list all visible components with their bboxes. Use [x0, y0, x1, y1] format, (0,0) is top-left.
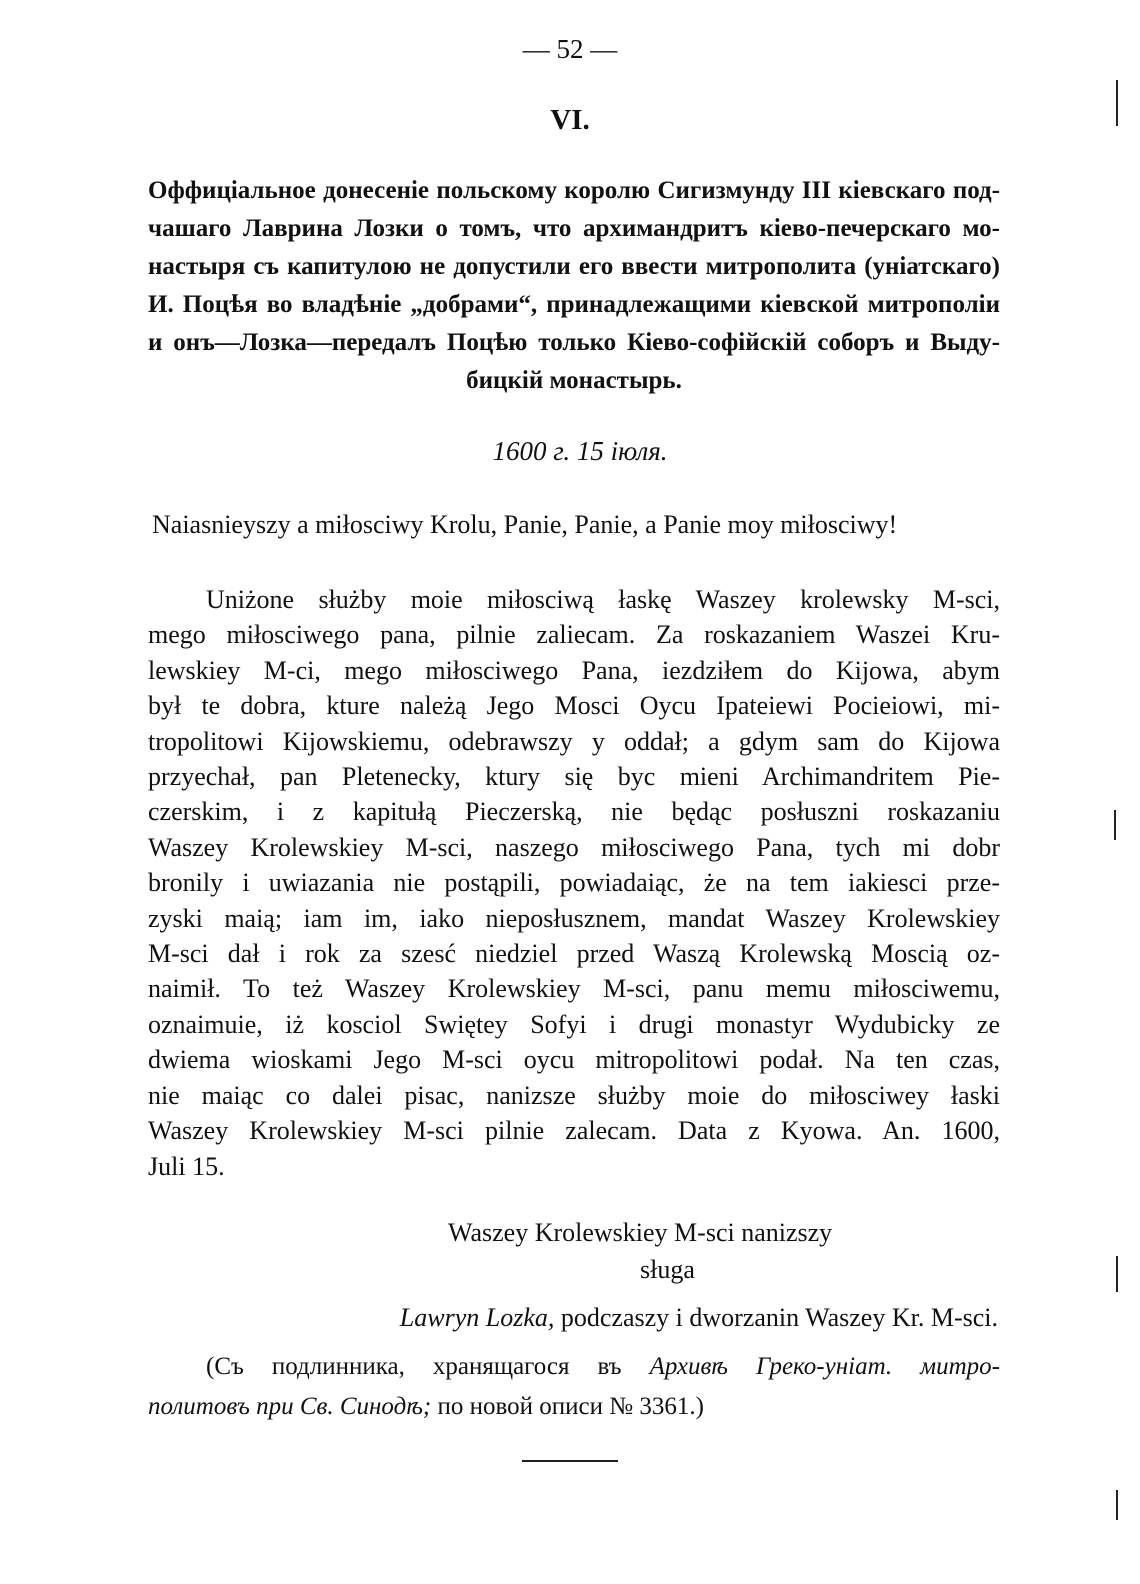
body-line: Waszey Krolewskiey M-sci, naszego miłosciwego Pana, tych mi dobr: [148, 832, 1000, 862]
heading-line: Оффиціальное донесеніе польскому королю Сигизмунду III кіевскаго под-: [148, 177, 1000, 204]
margin-mark: [1114, 810, 1116, 840]
heading-line: чашаго Лаврина Лозки о томъ, что архимандритъ кіево-печерскаго мо-: [148, 215, 1000, 242]
document-date: 1600 г. 15 іюля.: [492, 436, 668, 466]
body-line: Waszey Krolewskiey M-sci pilnie zalecam. Data z Kyowa. An. 1600,: [148, 1116, 1000, 1146]
body-line: przyechał, pan Pletenecky, ktury się byc mieni Archimandritem Pie-: [148, 762, 1000, 792]
closing-servant: sługa: [640, 1255, 695, 1284]
document-heading: [148, 172, 1000, 400]
body-line: Juli 15.: [148, 1151, 225, 1181]
heading-line: И. Поцѣя во владѣніе „добрами“, принадлежащими кіевской митрополіи: [148, 291, 1000, 318]
body-line: tropolitowi Kijowskiemu, odebrawszy y oddał; a gdym sam do Kijowa: [148, 726, 1000, 756]
source-inventory: по новой описи № 3361.): [431, 1393, 704, 1420]
margin-mark: [1116, 1256, 1118, 1292]
source-text: (Съ подлинника, хранящагося въ: [206, 1353, 650, 1380]
body-line: oznaimuie, iż kosciol Swiętey Sofyi i drugi monastyr Wydubicky ze: [148, 1009, 1000, 1039]
end-rule: [522, 1460, 618, 1462]
body-line: bronily i uwiazania nie postąpili, powiadaiąc, że na tem iakiesci prze-: [148, 868, 1000, 898]
body-line: czerskim, i z kapitułą Pieczerską, nie będąc posłuszni roskazaniu: [148, 797, 1000, 827]
page-number: — 52 —: [522, 34, 618, 64]
body-line: zyski maią; iam im, iako nieposłusznem, mandat Waszey Krolewskiey: [148, 903, 1000, 933]
source-line-1: [148, 1347, 1000, 1387]
signature-name: Lawryn Lozka,: [399, 1303, 555, 1332]
source-note: [148, 1347, 1000, 1427]
body-line: lewskiey M-ci, mego miłosciwego Pana, iezdziłem do Kijowa, abym: [148, 655, 1000, 685]
signature-title: podczaszy i dworzanin Waszey Kr. M-sci.: [554, 1303, 998, 1332]
source-archive: Архивѣ Греко-уніат. митро-: [649, 1353, 1000, 1380]
body-line: naimił. To też Waszey Krolewskiey M-sci, panu memu miłosciwemu,: [148, 974, 1000, 1004]
heading-line: настыря съ капитулою не допустили его ввести митрополита (уніатскаго): [148, 253, 1000, 280]
body-line: nie maiąc co dalei pisac, nanizsze służby moie do miłosciwey łaski: [148, 1080, 1000, 1110]
body-line: dwiema wioskami Jego M-sci oycu mitropolitowi podał. Na ten czas,: [148, 1045, 1000, 1075]
margin-mark: [1116, 80, 1118, 126]
source-archive-cont: политовъ при Св. Синодѣ;: [148, 1393, 432, 1420]
closing-line: Waszey Krolewskiey M-sci nanizszy: [448, 1218, 833, 1247]
margin-mark: [1116, 1490, 1118, 1520]
heading-line: бицкій монастырь.: [466, 367, 682, 394]
heading-line: и онъ—Лозка—передалъ Поцѣю только Кіево-софійскій соборъ и Выду-: [148, 329, 1000, 356]
section-number: VI.: [550, 104, 590, 136]
body-line: M-sci dał i rok za szesć niedziel przed Waszą Krolewską Moscią oz-: [148, 939, 1000, 969]
salutation: Naiasnieyszy a miłosciwy Krolu, Panie, Panie, a Panie moy miłosciwy!: [152, 510, 898, 539]
body-line: był te dobra, kture należą Jego Mosci Oycu Ipateiewi Pocieiowi, mi-: [148, 691, 1000, 721]
body-line: mego miłosciwego pana, pilnie zaliecam. Za roskazaniem Waszei Kru-: [148, 620, 1000, 650]
letter-body: [148, 582, 1000, 1184]
source-line-2: [148, 1387, 1000, 1427]
body-line: Uniżone służby moie miłosciwą łaskę Waszey krolewsky M-sci,: [206, 585, 1000, 614]
signature-line: [328, 1303, 998, 1333]
